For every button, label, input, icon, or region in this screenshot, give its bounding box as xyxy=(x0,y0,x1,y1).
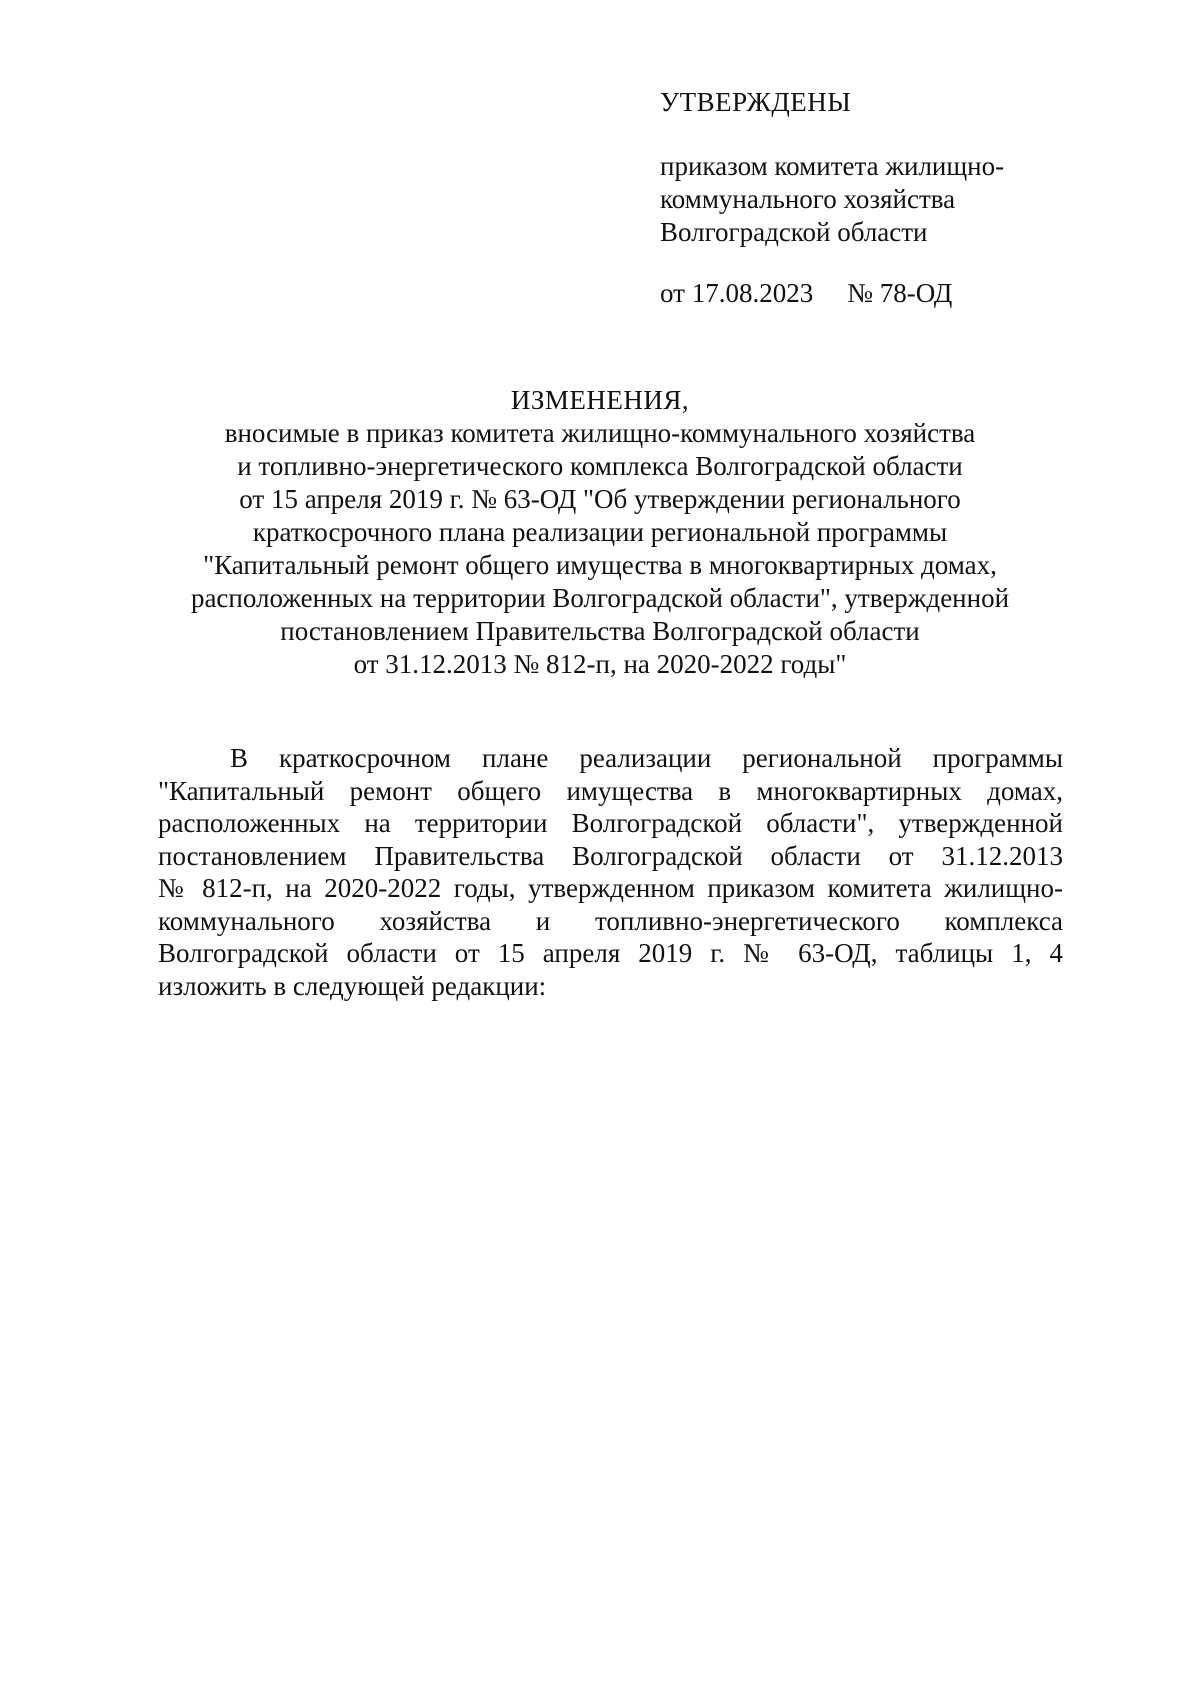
approval-issuer-line: приказом комитета жилищно- xyxy=(660,151,1005,181)
document-title xyxy=(100,384,1100,681)
approval-issuer-line: коммунального хозяйства xyxy=(660,184,956,214)
body-line: "Капитальный ремонт общего имущества в многоквартирных домах, xyxy=(158,775,1063,806)
body-line: Волгоградской области от 15 апреля 2019 г. № 63-ОД, таблицы 1, 4 xyxy=(158,938,1063,968)
body-line: изложить в следующей редакции: xyxy=(158,970,547,1001)
body-line: коммунального хозяйства и топливно-энергетического комплекса xyxy=(158,905,1063,936)
approval-issuer-line: Волгоградской области xyxy=(660,217,928,247)
title-line: краткосрочного плана реализации региональной программы xyxy=(252,517,948,547)
approval-stamp xyxy=(660,86,1140,310)
body-paragraph xyxy=(158,742,1063,1002)
body-line: В краткосрочном плане реализации региональной программы xyxy=(230,743,1063,773)
title-line: постановлением Правительства Волгоградской области xyxy=(280,616,920,646)
title-line: вносимые в приказ комитета жилищно-коммунального хозяйства xyxy=(224,418,976,448)
title-line: "Капитальный ремонт общего имущества в многоквартирных домах, xyxy=(203,550,997,580)
order-number: № 78-ОД xyxy=(847,278,953,308)
title-heading: ИЗМЕНЕНИЯ, xyxy=(510,385,690,415)
title-line: и топливно-энергетического комплекса Волгоградской области xyxy=(237,451,963,481)
title-line: от 31.12.2013 № 812-п, на 2020-2022 годы" xyxy=(353,649,847,679)
body-line: постановлением Правительства Волгоградской области от 31.12.2013 xyxy=(158,840,1063,871)
order-reference xyxy=(660,277,1140,310)
approval-heading: УТВЕРЖДЕНЫ xyxy=(660,87,852,117)
title-line: от 15 апреля 2019 г. № 63-ОД "Об утверждении регионального xyxy=(239,484,961,514)
approval-issuer xyxy=(660,150,1140,249)
body-line: № 812-п, на 2020-2022 годы, утвержденном приказом комитета жилищно- xyxy=(158,873,1063,903)
title-line: расположенных на территории Волгоградской области", утвержденной xyxy=(190,583,1010,613)
body-line: расположенных на территории Волгоградской области", утвержденной xyxy=(158,808,1063,838)
order-date: от 17.08.2023 xyxy=(660,278,814,308)
